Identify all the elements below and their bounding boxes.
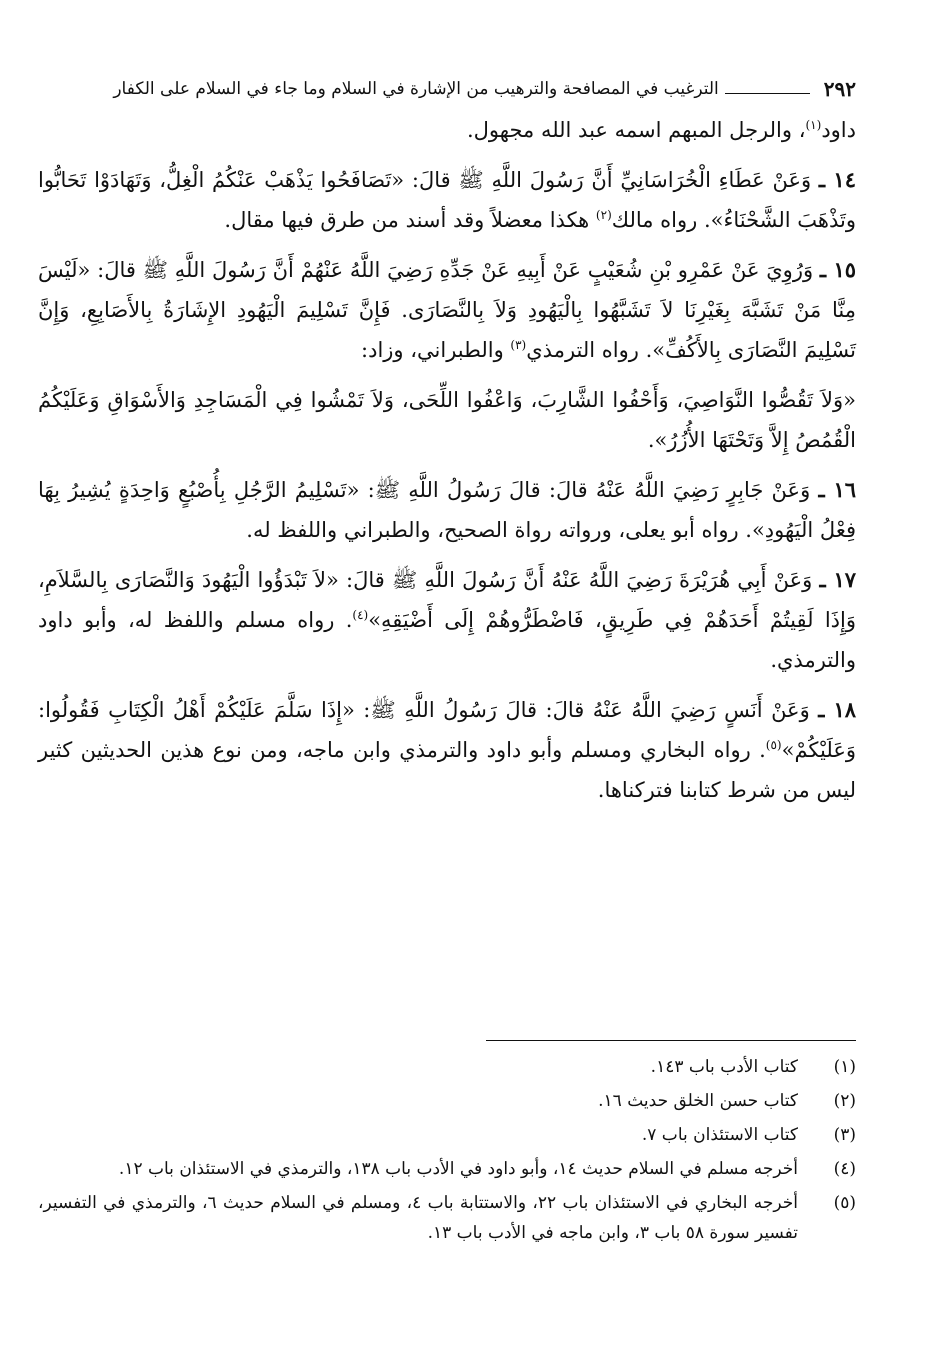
- footnote-text: أخرجه مسلم في السلام حديث ١٤، وأبو داود في الأدب باب ١٣٨، والترمذي في الاستئذان باب ١٢.: [118, 1159, 798, 1179]
- paragraph-p15: [38, 250, 856, 370]
- header-rule: [725, 93, 810, 94]
- footnote-marker: (٤): [833, 1159, 856, 1179]
- paragraph-text: هكذا معضلاً وقد أسند من طرق فيها مقال.: [224, 208, 596, 232]
- page-number: ٢٩٢: [823, 77, 856, 101]
- paragraph-text: وَعَنْ أَنَسٍ رَضِيَ اللَّهُ عَنْهُ قالَ: قالَ رَسُولُ اللَّهِ ﷺ: «إِذَا سَلَّمَ عَلَيْكُمْ أَهْلُ الْكِتَابِ فَقُولُوا: وَعَلَيْكُمْ»: [38, 698, 856, 762]
- hadith-number: ١٧ ـ: [819, 567, 856, 592]
- paragraph-text: داود: [821, 118, 856, 142]
- paragraph-text: . رواه مسلم واللفظ له، وأبو داود والترمذي.: [38, 608, 856, 672]
- footnote-item: [38, 1084, 856, 1118]
- footnote-reference: (٥): [765, 738, 782, 752]
- paragraph-p15b: [38, 380, 856, 460]
- hadith-number: ١٨ ـ: [818, 697, 856, 722]
- footnote-separator: [486, 1040, 856, 1041]
- paragraph-text: «وَلاَ تَقُصُّوا النَّوَاصِيَ، وَأَحْفُوا الشَّارِبَ، وَاعْفُوا اللِّحَى، وَلاَ تَمْشُوا فِي الْمَسَاجِدِ وَالأَسْوَاقِ وَعَلَيْكُمُ الْقُمُصُ إِلاَّ وَتَحْتَهَا الأُزُرُ».: [38, 388, 856, 452]
- footnote-text: أخرجه البخاري في الاستئذان باب ٢٢، والاستتابة باب ٤، ومسلم في السلام حديث ٦، والترمذي في التفسير، تفسير سورة ٥٨ باب ٣، وابن ماجه في الأدب باب ١٣.: [38, 1193, 798, 1243]
- footnote-marker: (١): [833, 1057, 856, 1077]
- paragraph-p16: [38, 470, 856, 550]
- hadith-number: ١٦ ـ: [818, 477, 856, 502]
- footnote-reference: (٤): [352, 608, 369, 622]
- footnote-item: [38, 1186, 856, 1248]
- footnote-text: كتاب الأدب باب ١٤٣.: [650, 1057, 798, 1077]
- paragraph-p18: [38, 690, 856, 810]
- paragraph-text: والطبراني، وزاد:: [361, 338, 511, 362]
- paragraph-text: ، والرجل المبهم اسمه عبد الله مجهول.: [467, 118, 806, 142]
- footnote-reference: (٢): [595, 208, 612, 222]
- paragraph-text: وَعَنْ أَبِي هُرَيْرَةَ رَضِيَ اللَّهُ عَنْهُ أَنَّ رَسُولَ اللَّهِ ﷺ قالَ: «لاَ تَبْدَؤُوا الْيَهُودَ وَالنَّصَارَى بِالسَّلاَمِ، وَإِذَا لَقِيتُمْ أَحَدَهُمْ فِي طَرِيقٍ، فَاضْطَرُّوهُمْ إِلَى أَضْيَقِهِ»: [38, 568, 856, 632]
- footnote-reference: (١): [805, 118, 822, 132]
- paragraph-text: وَعَنْ عَطَاءِ الْخُرَاسَانِيِّ أَنَّ رَسُولَ اللَّهِ ﷺ قالَ: «تَصَافَحُوا يَذْهَبْ عَنْكُمُ الْغِلُّ، وَتَهَادَوْا تَحَابُّوا وتَذْهَبَ الشَّحْنَاءُ». رواه مالك: [38, 168, 856, 232]
- footnote-marker: (٢): [833, 1091, 856, 1111]
- footnote-marker: (٥): [833, 1193, 856, 1213]
- paragraph-text: وَرُوِيَ عَنْ عَمْرِو بْنِ شُعَيْبٍ عَنْ أَبِيهِ عَنْ جَدِّهِ رَضِيَ اللَّهُ عَنْهُمْ أَنَّ رَسُولَ اللَّهِ ﷺ قالَ: «لَيْسَ مِنَّا مَنْ تَشَبَّهَ بِغَيْرِنَا لاَ تَشَبَّهُوا بِالْيَهُودِ وَلاَ بِالنَّصَارَى. فَإِنَّ تَسْلِيمَ الْيَهُودِ الإِشَارَةُ بِالأَصَابِعِ، وَإِنَّ تَسْلِيمَ النَّصَارَى بِالأَكُفِّ». رواه الترمذي: [38, 258, 856, 362]
- footnote-marker: (٣): [833, 1125, 856, 1145]
- book-page: [38, 60, 856, 1337]
- footnote-item: [38, 1118, 856, 1152]
- hadith-number: ١٤ ـ: [818, 167, 856, 192]
- footnote-text: كتاب الاستئذان باب ٧.: [641, 1125, 798, 1145]
- footnote-text: كتاب حسن الخلق حديث ١٦.: [598, 1091, 798, 1111]
- footnote-item: [38, 1152, 856, 1186]
- paragraph-text: وَعَنْ جَابِرٍ رَضِيَ اللَّهُ عَنْهُ قالَ: قالَ رَسُولُ اللَّهِ ﷺ: «تَسْلِيمُ الرَّجُلِ بِأُصْبُعٍ وَاحِدَةٍ يُشِيرُ بِهَا فِعْلُ الْيَهُودِ». رواه أبو يعلى، ورواته رواة الصحيح، والطبراني واللفظ له.: [38, 478, 856, 542]
- running-title: الترغيب في المصافحة والترهيب من الإشارة في السلام وما جاء في السلام على الكفار: [113, 79, 719, 99]
- main-text: [38, 110, 856, 810]
- paragraph-text: . رواه البخاري ومسلم وأبو داود والترمذي وابن ماجه، ومن نوع هذين الحديثين كثير ليس من شرط كتابنا فتركناها.: [38, 738, 856, 802]
- paragraph-p0: [38, 110, 856, 150]
- paragraph-p17: [38, 560, 856, 680]
- page-header: [38, 60, 856, 100]
- paragraph-p14: [38, 160, 856, 240]
- footnote-item: [38, 1050, 856, 1084]
- footnote-reference: (٣): [510, 338, 527, 352]
- hadith-number: ١٥ ـ: [819, 257, 856, 282]
- footnotes: [38, 1050, 856, 1248]
